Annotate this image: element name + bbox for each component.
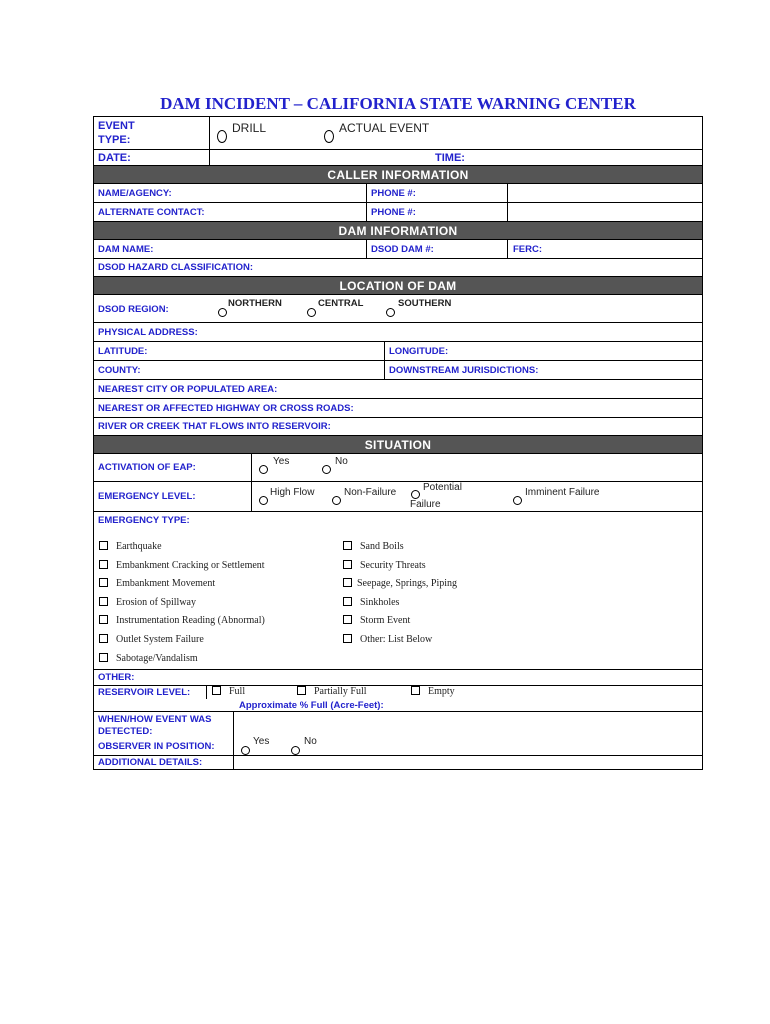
when-how-label-1: WHEN/HOW EVENT WAS bbox=[98, 714, 212, 725]
actual-event-label: ACTUAL EVENT bbox=[339, 121, 430, 135]
emergency-type-row bbox=[94, 511, 702, 669]
additional-details-field[interactable] bbox=[233, 756, 702, 769]
type-checkbox-other[interactable] bbox=[343, 634, 432, 645]
reservoir-level-label-cell bbox=[94, 686, 206, 699]
checkbox-icon bbox=[212, 686, 221, 695]
emergency-level-label-cell bbox=[94, 482, 251, 511]
eap-yes-label: Yes bbox=[273, 456, 290, 467]
potential-label: Potential bbox=[423, 482, 462, 493]
checkbox-icon bbox=[99, 578, 108, 587]
type-label: Storm Event bbox=[360, 615, 411, 626]
northern-radio[interactable] bbox=[218, 308, 227, 317]
checkbox-icon bbox=[343, 634, 352, 643]
date-label: DATE: bbox=[98, 151, 131, 164]
imminent-failure-radio[interactable] bbox=[513, 496, 522, 505]
when-how-label-2: DETECTED: bbox=[98, 726, 153, 737]
approx-spacer bbox=[94, 699, 233, 711]
form-title: DAM INCIDENT – CALIFORNIA STATE WARNING CENTER bbox=[160, 94, 636, 113]
dsod-region-label: DSOD REGION: bbox=[98, 304, 169, 315]
dsod-region-row bbox=[94, 294, 702, 322]
ferc-field[interactable] bbox=[507, 240, 702, 258]
non-failure-label: Non-Failure bbox=[344, 487, 397, 498]
reservoir-level-options-cell bbox=[206, 686, 702, 699]
phone-field-1[interactable] bbox=[366, 184, 507, 202]
potential-failure-radio[interactable] bbox=[411, 490, 420, 499]
checkbox-icon bbox=[343, 578, 352, 587]
central-label: CENTRAL bbox=[318, 298, 364, 309]
event-type-options-cell bbox=[209, 117, 702, 149]
drill-label: DRILL bbox=[232, 121, 267, 135]
time-label: TIME: bbox=[435, 151, 465, 164]
emergency-level-options-cell bbox=[251, 482, 702, 511]
date-time-row bbox=[94, 149, 702, 165]
dsod-dam-field[interactable] bbox=[366, 240, 507, 258]
dam-information-header: DAM INFORMATION bbox=[94, 221, 702, 239]
type-checkbox-seepage[interactable] bbox=[343, 578, 457, 589]
high-flow-label: High Flow bbox=[270, 487, 315, 498]
longitude-label: LONGITUDE: bbox=[389, 345, 449, 357]
nearest-city-row bbox=[94, 379, 702, 398]
checkbox-icon bbox=[99, 634, 108, 643]
reservoir-level-row bbox=[94, 685, 702, 699]
checkbox-icon bbox=[99, 560, 108, 569]
reservoir-empty-checkbox[interactable] bbox=[411, 686, 455, 697]
name-agency-field[interactable] bbox=[94, 184, 366, 202]
reservoir-option-label: Empty bbox=[428, 686, 455, 697]
longitude-field[interactable] bbox=[384, 342, 702, 360]
hazard-field[interactable] bbox=[94, 259, 702, 276]
imminent-failure-label: Imminent Failure bbox=[525, 487, 600, 498]
county-label: COUNTY: bbox=[98, 364, 141, 376]
other-label: OTHER: bbox=[98, 672, 135, 683]
observer-label-cell bbox=[94, 737, 233, 755]
physical-address-label: PHYSICAL ADDRESS: bbox=[98, 326, 198, 338]
type-checkbox-embankment-cracking[interactable] bbox=[99, 560, 265, 571]
downstream-label: DOWNSTREAM JURISDICTIONS: bbox=[389, 364, 539, 376]
type-label: Erosion of Spillway bbox=[116, 597, 196, 608]
alternate-contact-row bbox=[94, 202, 702, 221]
eap-no-label: No bbox=[335, 456, 348, 467]
emergency-level-row bbox=[94, 481, 702, 511]
other-field[interactable] bbox=[94, 670, 702, 685]
actual-event-radio[interactable] bbox=[324, 130, 334, 143]
phone-label-2: PHONE #: bbox=[371, 206, 416, 218]
type-checkbox-storm-event[interactable] bbox=[343, 615, 410, 626]
reservoir-level-label: RESERVOIR LEVEL: bbox=[98, 687, 191, 698]
reservoir-option-label: Partially Full bbox=[314, 686, 367, 697]
reservoir-partially-full-checkbox[interactable] bbox=[297, 686, 367, 697]
observer-yes-radio[interactable] bbox=[241, 746, 250, 755]
type-label: Seepage, Springs, Piping bbox=[357, 578, 457, 589]
type-checkbox-sand-boils[interactable] bbox=[343, 541, 404, 552]
county-field[interactable] bbox=[94, 361, 384, 379]
checkbox-icon bbox=[343, 560, 352, 569]
observer-no-radio[interactable] bbox=[291, 746, 300, 755]
observer-row bbox=[94, 737, 702, 755]
event-type-label-cell bbox=[94, 117, 209, 149]
when-how-row bbox=[94, 711, 702, 737]
river-row bbox=[94, 417, 702, 435]
nearest-city-field[interactable] bbox=[94, 380, 702, 398]
checkbox-icon bbox=[343, 615, 352, 624]
type-label: Embankment Cracking or Settlement bbox=[116, 560, 265, 571]
checkbox-icon bbox=[411, 686, 420, 695]
type-checkbox-erosion-spillway[interactable] bbox=[99, 597, 196, 608]
nearest-city-label: NEAREST CITY OR POPULATED AREA: bbox=[98, 383, 278, 395]
central-radio[interactable] bbox=[307, 308, 316, 317]
latitude-field[interactable] bbox=[94, 342, 384, 360]
type-label: Earthquake bbox=[116, 541, 162, 552]
when-how-field[interactable] bbox=[233, 712, 702, 737]
type-checkbox-instrumentation[interactable] bbox=[99, 615, 265, 626]
river-field[interactable] bbox=[94, 418, 702, 435]
additional-details-label-cell bbox=[94, 756, 233, 769]
type-label: Embankment Movement bbox=[116, 578, 216, 589]
observer-label: OBSERVER IN POSITION: bbox=[98, 740, 215, 752]
dam-name-label: DAM NAME: bbox=[98, 243, 154, 255]
eap-options-cell bbox=[251, 454, 702, 481]
approx-full-label: Approximate % Full (Acre-Feet): bbox=[239, 699, 384, 711]
checkbox-icon bbox=[343, 597, 352, 606]
other-row bbox=[94, 669, 702, 685]
nearest-highway-row bbox=[94, 398, 702, 417]
observer-no-label: No bbox=[304, 737, 317, 747]
northern-label: NORTHERN bbox=[228, 298, 282, 309]
eap-yes-radio[interactable] bbox=[259, 465, 268, 474]
type-label: Sand Boils bbox=[360, 541, 404, 552]
additional-details-label: ADDITIONAL DETAILS: bbox=[98, 757, 203, 768]
phone-field-2[interactable] bbox=[366, 203, 507, 221]
physical-address-field[interactable] bbox=[94, 323, 702, 341]
ferc-label: FERC: bbox=[513, 243, 543, 255]
approx-full-field[interactable] bbox=[233, 699, 702, 711]
type-checkbox-sabotage[interactable] bbox=[99, 653, 198, 664]
additional-details-row bbox=[94, 755, 702, 769]
eap-row bbox=[94, 453, 702, 481]
eap-label: ACTIVATION OF EAP: bbox=[98, 462, 196, 473]
type-checkbox-security-threats[interactable] bbox=[343, 560, 426, 571]
checkbox-icon bbox=[297, 686, 306, 695]
approx-full-row bbox=[94, 699, 702, 711]
physical-address-row bbox=[94, 322, 702, 341]
form-grid bbox=[93, 116, 703, 770]
hazard-row bbox=[94, 258, 702, 276]
type-label: Outlet System Failure bbox=[116, 634, 204, 645]
reservoir-option-label: Full bbox=[229, 686, 246, 697]
checkbox-icon bbox=[99, 541, 108, 550]
type-label: Sabotage/Vandalism bbox=[116, 653, 198, 664]
date-label-cell bbox=[94, 150, 209, 165]
checkbox-icon bbox=[343, 541, 352, 550]
high-flow-radio[interactable] bbox=[259, 496, 268, 505]
type-label: Other: List Below bbox=[360, 634, 433, 645]
type-checkbox-embankment-movement[interactable] bbox=[99, 578, 215, 589]
time-field[interactable] bbox=[431, 150, 702, 165]
latitude-label: LATITUDE: bbox=[98, 345, 148, 357]
phone-value-1[interactable] bbox=[507, 184, 702, 202]
downstream-field[interactable] bbox=[384, 361, 702, 379]
phone-label-1: PHONE #: bbox=[371, 187, 416, 199]
failure-label: Failure bbox=[410, 499, 441, 510]
checkbox-icon bbox=[99, 597, 108, 606]
phone-value-2[interactable] bbox=[507, 203, 702, 221]
drill-radio[interactable] bbox=[217, 130, 227, 143]
county-row bbox=[94, 360, 702, 379]
river-label: RIVER OR CREEK THAT FLOWS INTO RESERVOIR: bbox=[98, 421, 331, 432]
alternate-contact-label: ALTERNATE CONTACT: bbox=[98, 206, 205, 218]
event-type-label-2: TYPE: bbox=[98, 134, 131, 146]
name-agency-row bbox=[94, 183, 702, 202]
dam-name-field[interactable] bbox=[94, 240, 366, 258]
lat-long-row bbox=[94, 341, 702, 360]
type-label: Sinkholes bbox=[360, 597, 400, 608]
eap-no-radio[interactable] bbox=[322, 465, 331, 474]
observer-options-cell bbox=[233, 737, 702, 755]
observer-yes-label: Yes bbox=[253, 737, 270, 747]
reservoir-full-checkbox[interactable] bbox=[212, 686, 245, 697]
hazard-label: DSOD HAZARD CLASSIFICATION: bbox=[98, 262, 253, 273]
event-type-label-1: EVENT bbox=[98, 120, 135, 132]
situation-header: SITUATION bbox=[94, 435, 702, 453]
location-of-dam-header: LOCATION OF DAM bbox=[94, 276, 702, 294]
emergency-level-label: EMERGENCY LEVEL: bbox=[98, 491, 196, 502]
dsod-region-cell bbox=[94, 295, 702, 322]
nearest-highway-label: NEAREST OR AFFECTED HIGHWAY OR CROSS ROADS: bbox=[98, 402, 354, 414]
checkbox-icon bbox=[99, 653, 108, 662]
type-checkbox-sinkholes[interactable] bbox=[343, 597, 399, 608]
checkbox-icon bbox=[99, 615, 108, 624]
emergency-type-label: EMERGENCY TYPE: bbox=[98, 515, 190, 526]
caller-information-header: CALLER INFORMATION bbox=[94, 165, 702, 183]
date-field[interactable] bbox=[209, 150, 431, 165]
nearest-highway-field[interactable] bbox=[94, 399, 702, 417]
emergency-type-cell bbox=[94, 512, 702, 669]
name-agency-label: NAME/AGENCY: bbox=[98, 187, 172, 199]
when-how-label-cell bbox=[94, 712, 233, 737]
southern-radio[interactable] bbox=[386, 308, 395, 317]
dsod-dam-label: DSOD DAM #: bbox=[371, 243, 434, 255]
southern-label: SOUTHERN bbox=[398, 298, 452, 309]
dam-name-row bbox=[94, 239, 702, 258]
type-label: Instrumentation Reading (Abnormal) bbox=[116, 615, 265, 626]
alternate-contact-field[interactable] bbox=[94, 203, 366, 221]
dam-incident-form bbox=[93, 93, 703, 770]
type-checkbox-outlet-system[interactable] bbox=[99, 634, 204, 645]
type-label: Security Threats bbox=[360, 560, 426, 571]
eap-label-cell bbox=[94, 454, 251, 481]
non-failure-radio[interactable] bbox=[332, 496, 341, 505]
event-type-row bbox=[94, 117, 702, 149]
type-checkbox-earthquake[interactable] bbox=[99, 541, 162, 552]
